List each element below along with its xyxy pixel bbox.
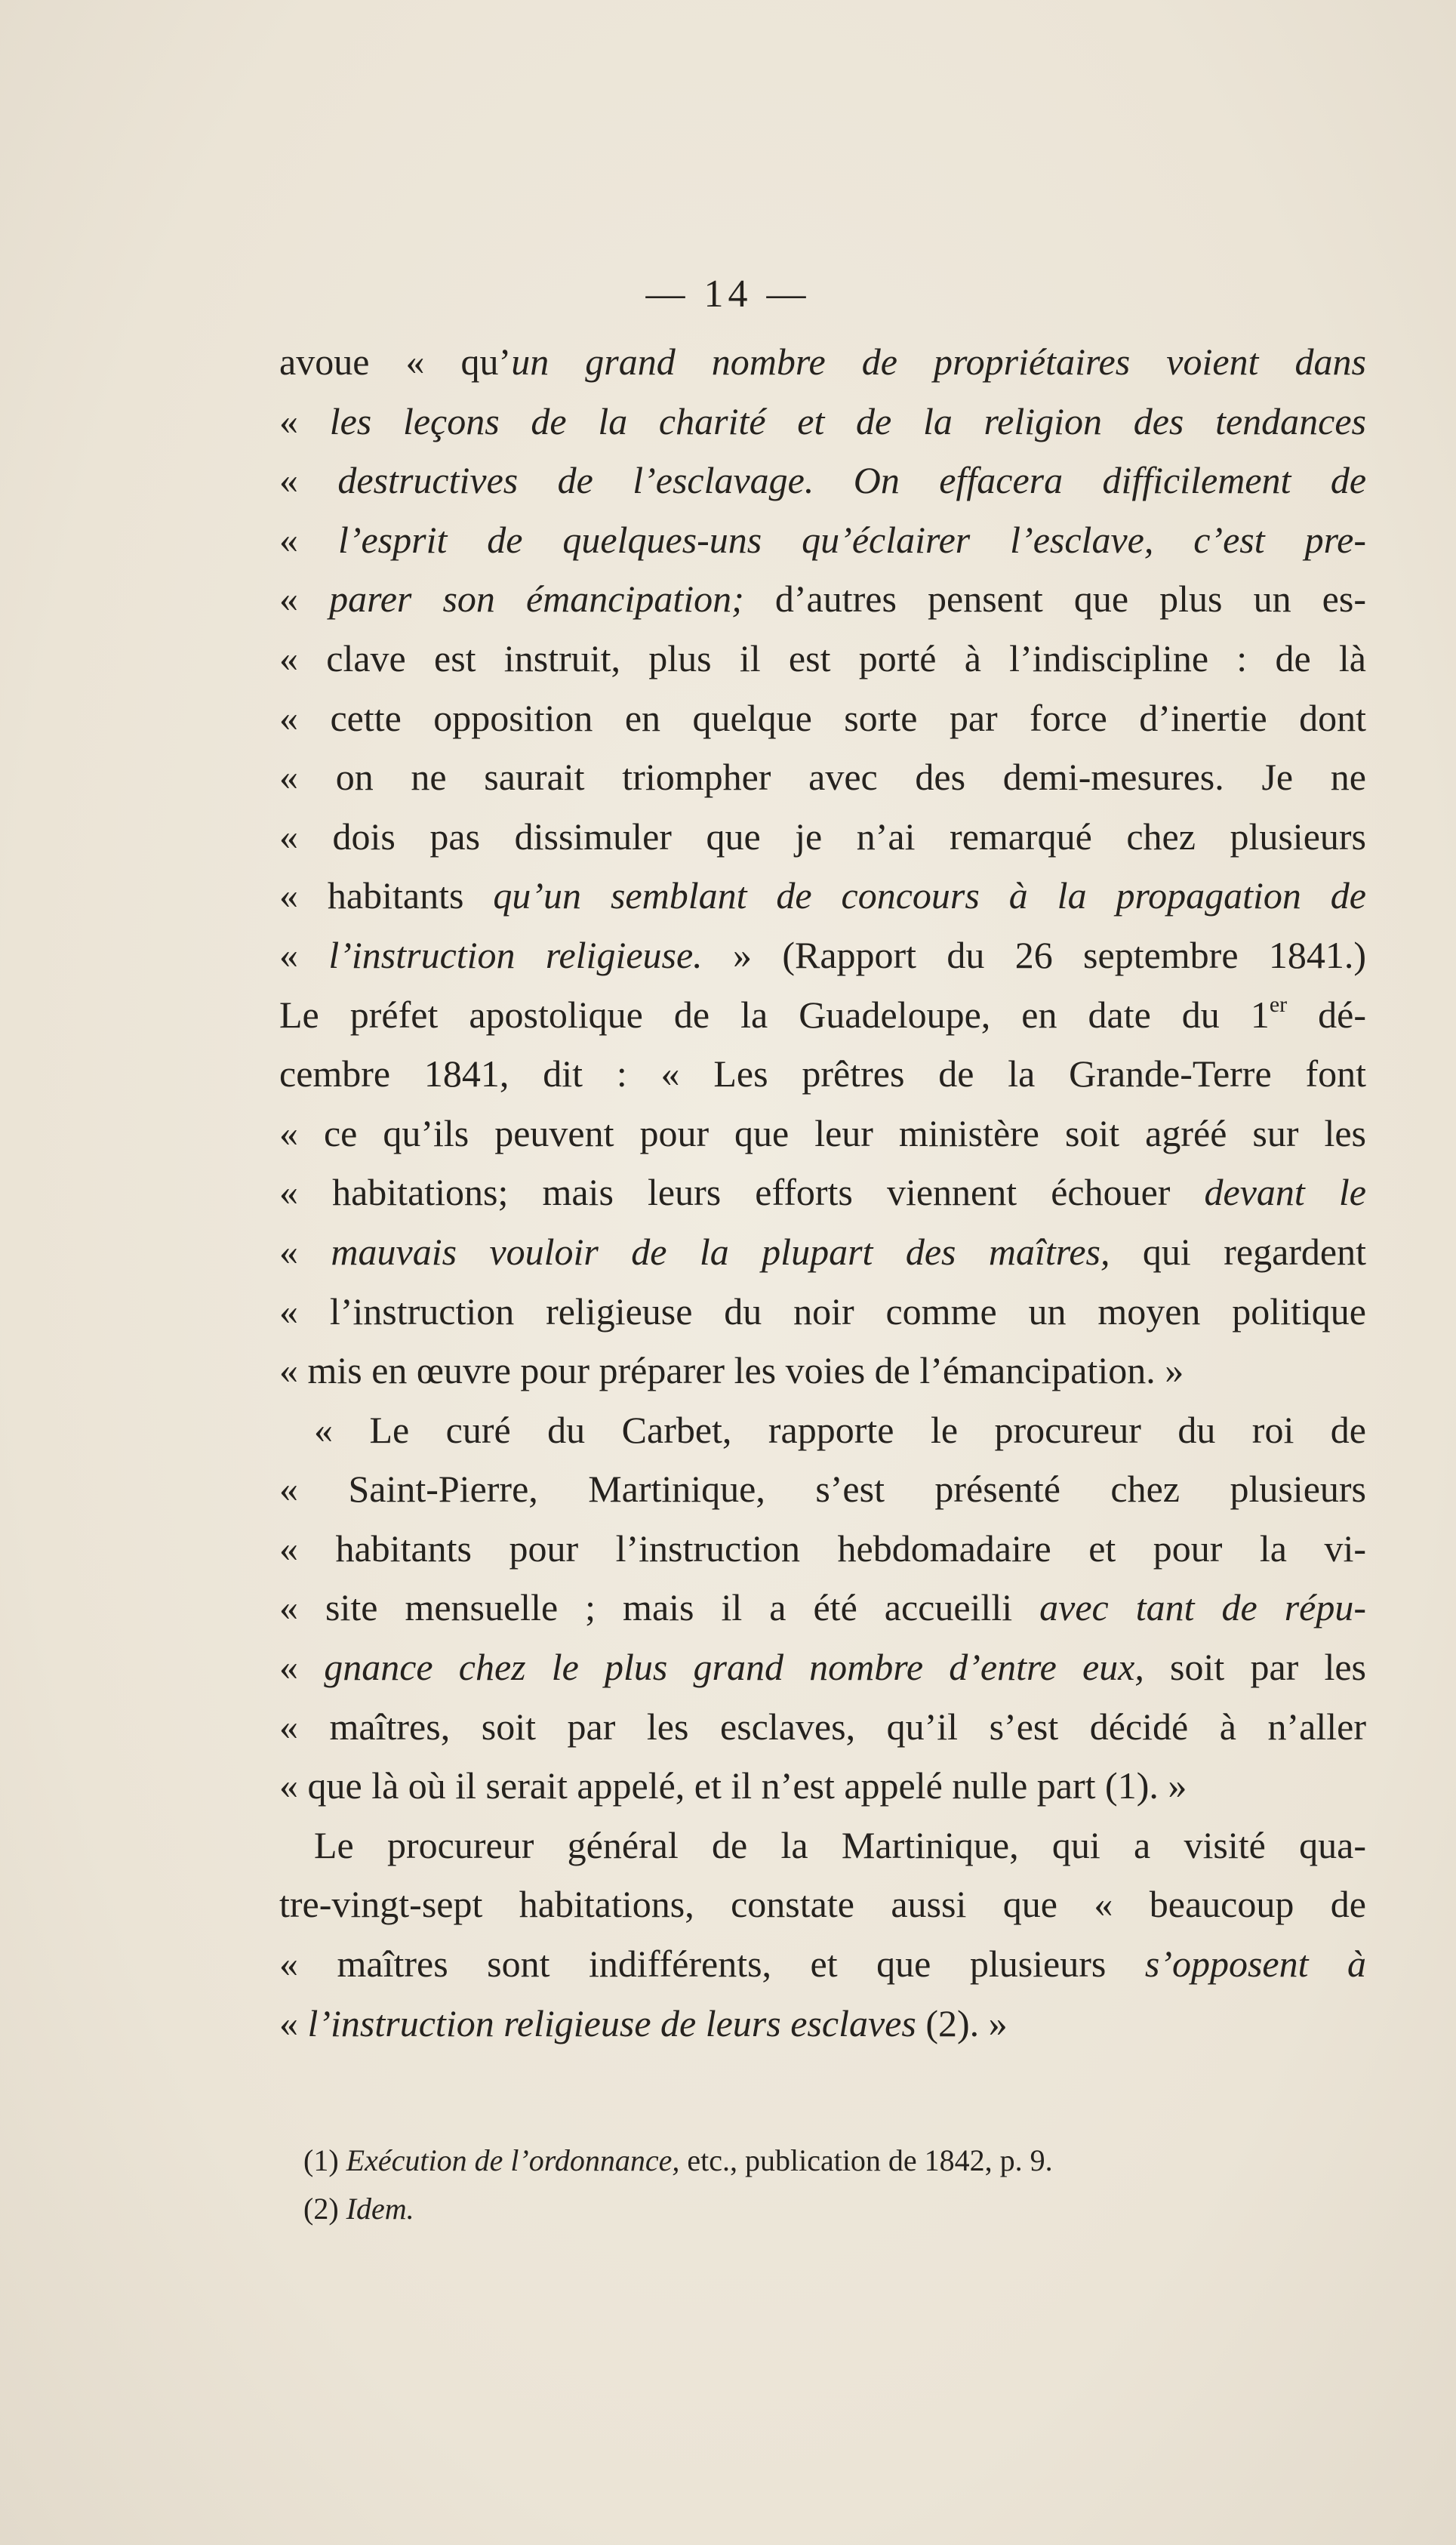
text-run: « Le curé du Carbet, rapporte le procureur du roi de: [314, 1408, 1366, 1451]
text-run: (1): [303, 2143, 346, 2177]
italic-text: les leçons de la charité et de la religion des tendances: [329, 399, 1367, 442]
text-line: [279, 1400, 1366, 1460]
body-text: [279, 332, 1366, 2053]
text-line: [279, 1697, 1366, 1757]
text-run: d’autres pensent que plus un es-: [743, 578, 1366, 621]
text-line: [279, 1578, 1366, 1638]
page-number: — 14 —: [645, 273, 811, 316]
text-line: [279, 1994, 1366, 2054]
text-run: «: [279, 2001, 308, 2044]
text-line: [279, 1222, 1366, 1282]
text-line: [279, 1044, 1366, 1104]
text-line: [279, 1816, 1366, 1875]
text-run: «: [279, 1230, 331, 1273]
italic-text: qu’un semblant de concours à la propagation de: [493, 874, 1366, 917]
italic-text: l’instruction religieuse de leurs esclaves: [307, 2001, 916, 2044]
text-run: tre-vingt-sept habitations, constate aussi que « beaucoup de: [279, 1883, 1366, 1926]
text-line: [279, 629, 1366, 689]
text-line: [279, 332, 1366, 392]
italic-text: avec tant de répu-: [1039, 1586, 1366, 1629]
text-run: « site mensuelle ; mais il a été accueilli: [279, 1586, 1040, 1629]
text-run: « maîtres, soit par les esclaves, qu’il s’est décidé à n’aller: [279, 1705, 1366, 1748]
text-run: « habitants pour l’instruction hebdomadaire et pour la vi-: [279, 1527, 1366, 1570]
text-run: «: [279, 518, 338, 561]
text-line: [279, 1163, 1366, 1222]
text-line: [279, 1459, 1366, 1519]
text-run: « clave est instruit, plus il est porté à l’indiscipline : de là: [279, 636, 1366, 679]
text-line: [279, 1934, 1366, 1994]
text-run: «: [279, 459, 338, 502]
text-run: qui regardent: [1110, 1230, 1366, 1273]
text-line: [279, 747, 1366, 807]
text-line: [279, 510, 1366, 570]
italic-text: l’instruction religieuse.: [328, 933, 703, 976]
text-run: « Saint-Pierre, Martinique, s’est présenté chez plusieurs: [279, 1468, 1366, 1511]
text-run: « cette opposition en quelque sorte par force d’inertie dont: [279, 696, 1366, 739]
text-line: [279, 866, 1366, 926]
text-line: [279, 1341, 1366, 1400]
text-run: (2): [303, 2192, 346, 2226]
text-run: « maîtres sont indifférents, et que plusieurs: [279, 1943, 1145, 1986]
text-run: Le procureur général de la Martinique, qui a visité qua-: [314, 1823, 1366, 1866]
text-line: [279, 451, 1366, 510]
text-run: (2). »: [916, 2001, 1008, 2044]
text-run: cembre 1841, dit : « Les prêtres de la Grande-Terre font: [279, 1052, 1366, 1095]
text-run: « l’instruction religieuse du noir comme un moyen politique: [279, 1289, 1366, 1333]
text-run: « on ne saurait triompher avec des demi-mesures. Je ne: [279, 756, 1366, 799]
text-run: » (Rapport du 26 septembre 1841.): [702, 933, 1366, 976]
text-line: [279, 1104, 1366, 1163]
text-line: [279, 807, 1366, 867]
text-run: «: [279, 933, 329, 976]
text-run: avoue « qu’: [279, 340, 512, 383]
text-run: soit par les: [1144, 1646, 1367, 1689]
text-run: dé-: [1287, 993, 1367, 1036]
text-line: [279, 1875, 1366, 1934]
text-line: [279, 1638, 1366, 1697]
text-run: « habitants: [279, 874, 494, 917]
italic-text: mauvais vouloir de la plupart des maîtres,: [331, 1230, 1110, 1273]
text-run: «: [279, 578, 330, 621]
italic-text: parer son émancipation;: [329, 578, 744, 621]
superscript-text: er: [1269, 991, 1288, 1017]
text-line: [279, 985, 1366, 1045]
italic-text: l’esprit de quelques-uns qu’éclairer l’esclave, c’est pre-: [337, 518, 1367, 561]
italic-text: destructives de l’esclavage. On effacera difficilement de: [337, 459, 1367, 502]
text-run: etc., publication de 1842, p. 9.: [679, 2143, 1053, 2177]
text-run: « dois pas dissimuler que je n’ai remarqué chez plusieurs: [279, 815, 1366, 858]
text-line: [279, 1282, 1366, 1342]
italic-text: gnance chez le plus grand nombre d’entre eux,: [324, 1646, 1144, 1689]
italic-text: Idem.: [346, 2192, 414, 2226]
text-line: [279, 1519, 1366, 1579]
text-line: [279, 689, 1366, 748]
text-line: [279, 392, 1366, 451]
italic-text: un grand nombre de propriétaires voient dans: [511, 340, 1366, 383]
footnote: [303, 2185, 1360, 2233]
text-line: [279, 569, 1366, 629]
text-line: [279, 1756, 1366, 1816]
text-run: «: [279, 1646, 325, 1689]
text-run: « habitations; mais leurs efforts viennent échouer: [279, 1171, 1205, 1214]
text-run: Le préfet apostolique de la Guadeloupe, en date du 1: [279, 993, 1270, 1036]
text-run: « mis en œuvre pour préparer les voies de l’émancipation. »: [279, 1349, 1184, 1392]
text-line: [279, 926, 1366, 985]
text-run: « que là où il serait appelé, et il n’est appelé nulle part (1). »: [279, 1764, 1187, 1807]
footnotes: [303, 2137, 1360, 2233]
text-run: «: [279, 399, 330, 442]
italic-text: Exécution de l’ordonnance,: [346, 2143, 680, 2177]
text-run: « ce qu’ils peuvent pour que leur ministère soit agréé sur les: [279, 1111, 1366, 1154]
footnote: [303, 2137, 1360, 2185]
italic-text: s’opposent à: [1144, 1943, 1367, 1986]
italic-text: devant le: [1204, 1171, 1366, 1214]
